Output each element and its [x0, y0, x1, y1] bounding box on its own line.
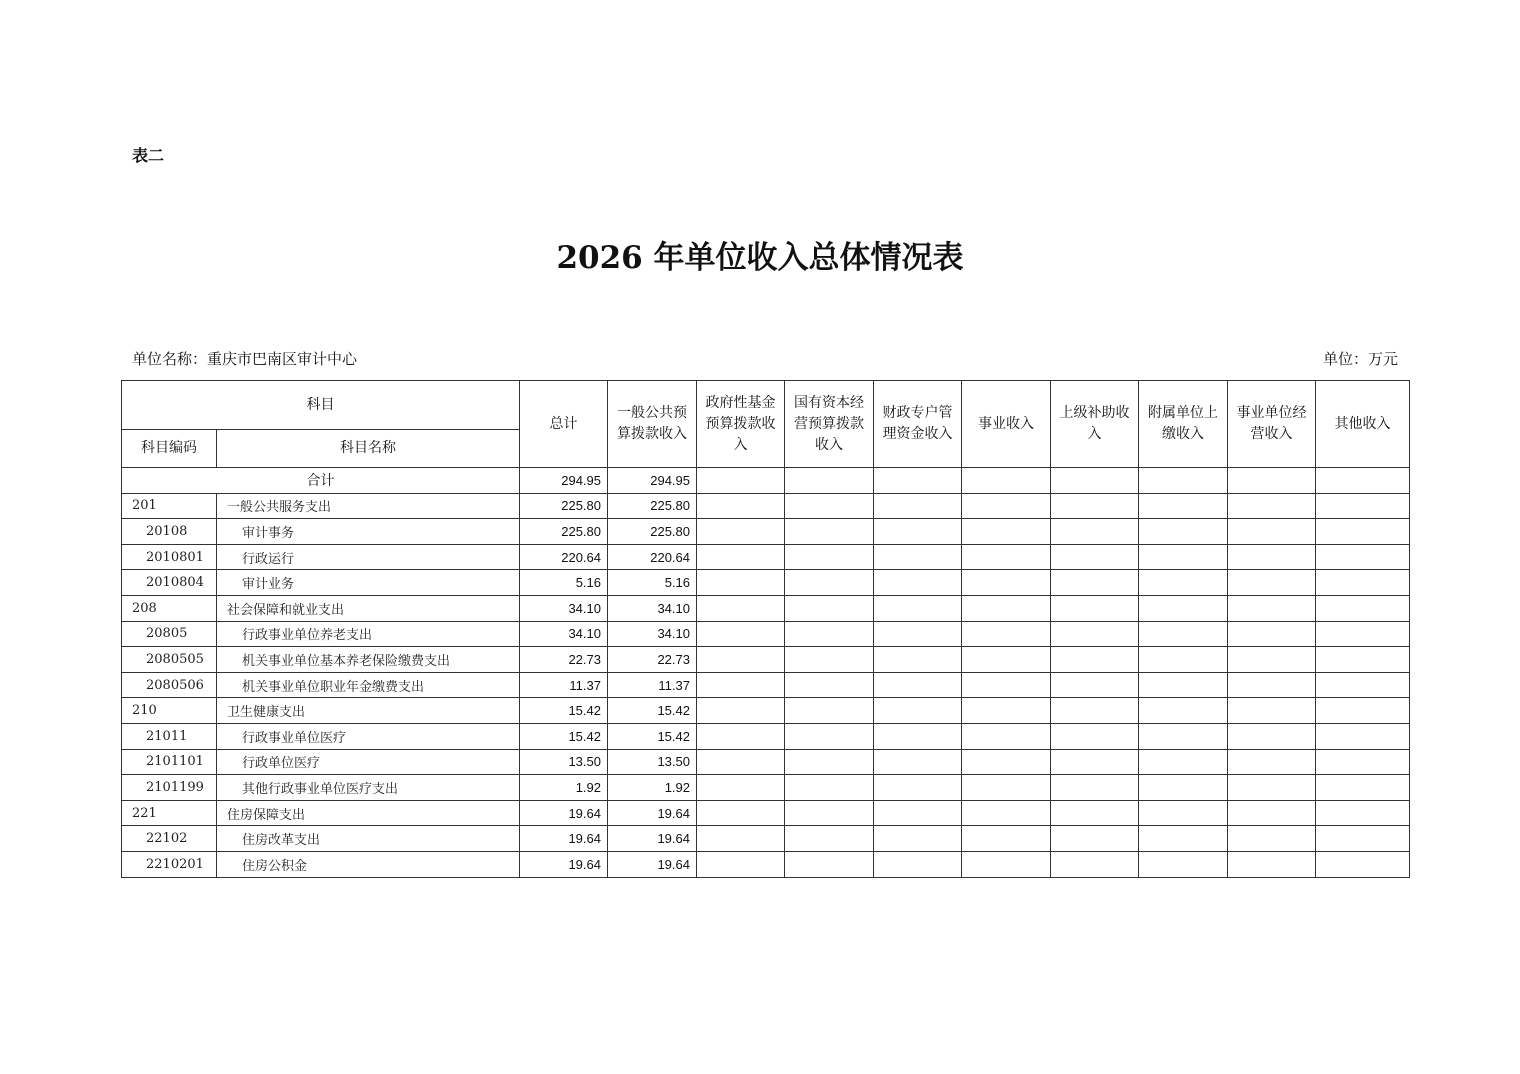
table-row	[122, 775, 1410, 801]
empty-cell	[697, 749, 785, 775]
unit-name: 单位名称：重庆市巴南区审计中心	[132, 350, 358, 368]
empty-cell	[785, 826, 874, 852]
empty-cell	[1139, 647, 1228, 673]
empty-cell	[1228, 775, 1316, 801]
empty-cell	[697, 698, 785, 724]
empty-cell	[1139, 621, 1228, 647]
empty-cell	[785, 493, 874, 519]
general-budget-cell: 13.50	[608, 749, 697, 775]
header-fiscal-special: 财政专户管理资金收入	[874, 381, 962, 468]
document-title: 2026 年单位收入总体情况表	[556, 240, 964, 276]
empty-cell	[874, 672, 962, 698]
empty-cell	[1228, 468, 1316, 494]
empty-cell	[1316, 468, 1410, 494]
empty-cell	[962, 493, 1051, 519]
empty-cell	[1316, 544, 1410, 570]
header-gov-fund: 政府性基金预算拨款收入	[697, 381, 785, 468]
total-cell: 5.16	[520, 570, 608, 596]
subject-code-cell: 21011	[122, 723, 217, 749]
subject-code-cell: 20108	[122, 519, 217, 545]
subject-name-cell: 卫生健康支出	[217, 698, 520, 724]
empty-cell	[1139, 698, 1228, 724]
empty-cell	[1316, 647, 1410, 673]
empty-cell	[1051, 595, 1139, 621]
empty-cell	[1228, 493, 1316, 519]
empty-cell	[1051, 519, 1139, 545]
empty-cell	[1228, 698, 1316, 724]
total-cell: 1.92	[520, 775, 608, 801]
table-row	[122, 519, 1410, 545]
general-budget-cell: 19.64	[608, 851, 697, 877]
general-budget-cell: 19.64	[608, 826, 697, 852]
subject-name-cell: 社会保障和就业支出	[217, 595, 520, 621]
empty-cell	[962, 672, 1051, 698]
general-budget-cell: 225.80	[608, 493, 697, 519]
general-budget-cell: 15.42	[608, 723, 697, 749]
empty-cell	[1228, 519, 1316, 545]
empty-cell	[874, 826, 962, 852]
table-row	[122, 698, 1410, 724]
empty-cell	[962, 544, 1051, 570]
empty-cell	[1051, 468, 1139, 494]
empty-cell	[785, 519, 874, 545]
empty-cell	[697, 493, 785, 519]
empty-cell	[1139, 826, 1228, 852]
total-cell: 22.73	[520, 647, 608, 673]
subject-name-cell: 行政运行	[217, 544, 520, 570]
empty-cell	[874, 468, 962, 494]
empty-cell	[697, 775, 785, 801]
total-row	[122, 468, 1410, 494]
empty-cell	[1139, 493, 1228, 519]
empty-cell	[1051, 800, 1139, 826]
subject-code-cell: 2210201	[122, 851, 217, 877]
empty-cell	[785, 800, 874, 826]
general-budget-cell: 22.73	[608, 647, 697, 673]
empty-cell	[874, 851, 962, 877]
empty-cell	[1316, 621, 1410, 647]
empty-cell	[1228, 749, 1316, 775]
empty-cell	[962, 800, 1051, 826]
header-row-1	[122, 381, 1410, 430]
table-row	[122, 800, 1410, 826]
empty-cell	[1139, 519, 1228, 545]
empty-cell	[1316, 519, 1410, 545]
empty-cell	[962, 519, 1051, 545]
subject-name-cell: 住房公积金	[217, 851, 520, 877]
empty-cell	[785, 647, 874, 673]
total-cell: 15.42	[520, 698, 608, 724]
empty-cell	[1228, 621, 1316, 647]
empty-cell	[697, 672, 785, 698]
empty-cell	[697, 800, 785, 826]
header-affiliated-payment: 附属单位上缴收入	[1139, 381, 1228, 468]
general-budget-cell: 15.42	[608, 698, 697, 724]
empty-cell	[1139, 595, 1228, 621]
empty-cell	[1228, 723, 1316, 749]
empty-cell	[1316, 595, 1410, 621]
empty-cell	[1139, 468, 1228, 494]
empty-cell	[697, 826, 785, 852]
general-budget-cell: 11.37	[608, 672, 697, 698]
general-budget-cell: 5.16	[608, 570, 697, 596]
subject-name-cell: 行政单位医疗	[217, 749, 520, 775]
empty-cell	[962, 468, 1051, 494]
empty-cell	[785, 749, 874, 775]
empty-cell	[1316, 493, 1410, 519]
empty-cell	[1051, 826, 1139, 852]
empty-cell	[1228, 570, 1316, 596]
empty-cell	[874, 570, 962, 596]
empty-cell	[1051, 544, 1139, 570]
total-cell: 220.64	[520, 544, 608, 570]
empty-cell	[1228, 672, 1316, 698]
empty-cell	[1051, 749, 1139, 775]
table-row	[122, 826, 1410, 852]
subject-code-cell: 2101101	[122, 749, 217, 775]
subject-code-cell: 210	[122, 698, 217, 724]
subject-code-cell: 201	[122, 493, 217, 519]
empty-cell	[785, 621, 874, 647]
empty-cell	[874, 519, 962, 545]
general-budget-cell: 34.10	[608, 595, 697, 621]
empty-cell	[785, 595, 874, 621]
empty-cell	[697, 570, 785, 596]
empty-cell	[962, 595, 1051, 621]
empty-cell	[1316, 570, 1410, 596]
total-cell: 19.64	[520, 800, 608, 826]
subject-code-cell: 2010801	[122, 544, 217, 570]
empty-cell	[1228, 647, 1316, 673]
table-row	[122, 723, 1410, 749]
subject-code-cell: 221	[122, 800, 217, 826]
subject-name-cell: 住房改革支出	[217, 826, 520, 852]
empty-cell	[1316, 826, 1410, 852]
subject-name-cell: 住房保障支出	[217, 800, 520, 826]
table-label: 表二	[132, 146, 165, 165]
total-cell: 225.80	[520, 493, 608, 519]
empty-cell	[874, 493, 962, 519]
total-cell: 34.10	[520, 621, 608, 647]
empty-cell	[1316, 723, 1410, 749]
empty-cell	[1228, 800, 1316, 826]
header-state-capital: 国有资本经营预算拨款收入	[785, 381, 874, 468]
header-superior-subsidy: 上级补助收入	[1051, 381, 1139, 468]
currency-unit: 单位：万元	[1322, 350, 1398, 368]
empty-cell	[962, 647, 1051, 673]
header-subject-code: 科目编码	[122, 430, 217, 468]
total-row-label: 合计	[122, 468, 520, 494]
empty-cell	[1139, 544, 1228, 570]
empty-cell	[874, 544, 962, 570]
header-total: 总计	[520, 381, 608, 468]
subject-code-cell: 20805	[122, 621, 217, 647]
header-business-income: 事业收入	[962, 381, 1051, 468]
empty-cell	[962, 851, 1051, 877]
empty-cell	[874, 621, 962, 647]
header-business-operation: 事业单位经营收入	[1228, 381, 1316, 468]
empty-cell	[697, 723, 785, 749]
empty-cell	[874, 698, 962, 724]
empty-cell	[1316, 800, 1410, 826]
empty-cell	[1139, 851, 1228, 877]
table-row	[122, 647, 1410, 673]
empty-cell	[1051, 775, 1139, 801]
empty-cell	[962, 775, 1051, 801]
empty-cell	[697, 468, 785, 494]
empty-cell	[962, 826, 1051, 852]
total-cell: 13.50	[520, 749, 608, 775]
empty-cell	[785, 468, 874, 494]
empty-cell	[697, 647, 785, 673]
empty-cell	[697, 851, 785, 877]
empty-cell	[1051, 723, 1139, 749]
header-general-budget: 一般公共预算拨款收入	[608, 381, 697, 468]
total-cell: 225.80	[520, 519, 608, 545]
table-row	[122, 672, 1410, 698]
general-budget-cell: 220.64	[608, 544, 697, 570]
empty-cell	[1051, 621, 1139, 647]
empty-cell	[1139, 749, 1228, 775]
empty-cell	[962, 723, 1051, 749]
empty-cell	[1051, 698, 1139, 724]
total-cell: 11.37	[520, 672, 608, 698]
empty-cell	[874, 595, 962, 621]
empty-cell	[1139, 800, 1228, 826]
empty-cell	[962, 570, 1051, 596]
empty-cell	[1051, 570, 1139, 596]
empty-cell	[697, 595, 785, 621]
empty-cell	[874, 775, 962, 801]
empty-cell	[1316, 698, 1410, 724]
empty-cell	[1051, 647, 1139, 673]
empty-cell	[1316, 775, 1410, 801]
empty-cell	[874, 800, 962, 826]
total-cell: 15.42	[520, 723, 608, 749]
subject-code-cell: 2010804	[122, 570, 217, 596]
empty-cell	[785, 851, 874, 877]
total-row-general-budget: 294.95	[608, 468, 697, 494]
general-budget-cell: 19.64	[608, 800, 697, 826]
table-row	[122, 570, 1410, 596]
empty-cell	[1139, 775, 1228, 801]
empty-cell	[1051, 672, 1139, 698]
subject-name-cell: 一般公共服务支出	[217, 493, 520, 519]
table-row	[122, 493, 1410, 519]
empty-cell	[1316, 851, 1410, 877]
empty-cell	[785, 544, 874, 570]
subject-name-cell: 机关事业单位基本养老保险缴费支出	[217, 647, 520, 673]
total-row-total: 294.95	[520, 468, 608, 494]
empty-cell	[1228, 544, 1316, 570]
empty-cell	[874, 647, 962, 673]
empty-cell	[1228, 595, 1316, 621]
total-cell: 19.64	[520, 851, 608, 877]
table-row	[122, 544, 1410, 570]
empty-cell	[697, 621, 785, 647]
general-budget-cell: 34.10	[608, 621, 697, 647]
subject-code-cell: 2080505	[122, 647, 217, 673]
table-row	[122, 595, 1410, 621]
header-subject: 科目	[122, 381, 520, 430]
empty-cell	[785, 698, 874, 724]
empty-cell	[874, 723, 962, 749]
empty-cell	[962, 621, 1051, 647]
header-subject-name: 科目名称	[217, 430, 520, 468]
header-other-income: 其他收入	[1316, 381, 1410, 468]
empty-cell	[1139, 570, 1228, 596]
subject-name-cell: 行政事业单位养老支出	[217, 621, 520, 647]
empty-cell	[1139, 672, 1228, 698]
subject-code-cell: 208	[122, 595, 217, 621]
subject-code-cell: 22102	[122, 826, 217, 852]
table-row	[122, 851, 1410, 877]
subject-name-cell: 行政事业单位医疗	[217, 723, 520, 749]
income-table	[121, 380, 1410, 878]
empty-cell	[785, 672, 874, 698]
subject-code-cell: 2101199	[122, 775, 217, 801]
empty-cell	[785, 723, 874, 749]
total-cell: 19.64	[520, 826, 608, 852]
general-budget-cell: 225.80	[608, 519, 697, 545]
table-row	[122, 621, 1410, 647]
empty-cell	[962, 698, 1051, 724]
empty-cell	[785, 775, 874, 801]
general-budget-cell: 1.92	[608, 775, 697, 801]
empty-cell	[697, 519, 785, 545]
empty-cell	[1051, 493, 1139, 519]
meta-row	[132, 348, 1398, 370]
subject-name-cell: 机关事业单位职业年金缴费支出	[217, 672, 520, 698]
total-cell: 34.10	[520, 595, 608, 621]
empty-cell	[785, 570, 874, 596]
table-row	[122, 749, 1410, 775]
subject-code-cell: 2080506	[122, 672, 217, 698]
subject-name-cell: 其他行政事业单位医疗支出	[217, 775, 520, 801]
empty-cell	[697, 544, 785, 570]
empty-cell	[1139, 723, 1228, 749]
empty-cell	[1228, 826, 1316, 852]
subject-name-cell: 审计业务	[217, 570, 520, 596]
empty-cell	[1316, 672, 1410, 698]
empty-cell	[874, 749, 962, 775]
empty-cell	[1228, 851, 1316, 877]
subject-name-cell: 审计事务	[217, 519, 520, 545]
empty-cell	[962, 749, 1051, 775]
empty-cell	[1316, 749, 1410, 775]
empty-cell	[1051, 851, 1139, 877]
